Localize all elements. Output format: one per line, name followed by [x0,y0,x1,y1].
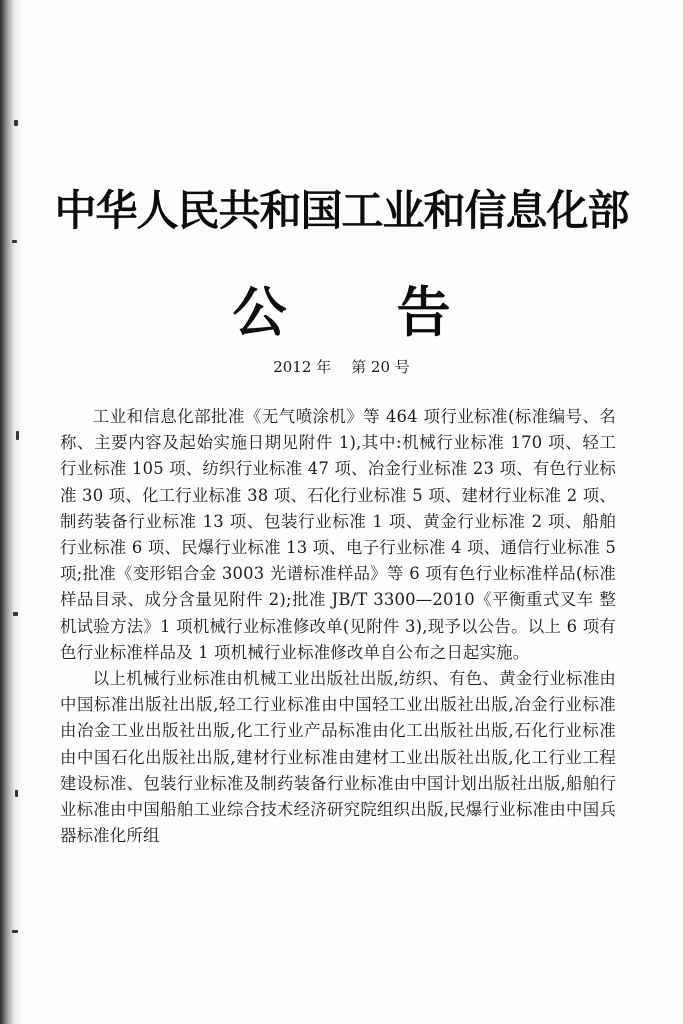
announcement-heading-left: 公 [232,281,287,344]
issue-line [0,356,683,377]
body-paragraph: 以上机械行业标准由机械工业出版社出版,纺织、有色、黄金行业标准由中国标准出版社出版,轻工行业标准由中国轻工业出版社出版,冶金行业标准由冶金工业出版社出版,化工行业产品标准由化工出版社出版,石化行业标准由中国石化出版社出版,建材行业标准由建材工业出版社出版,化工行业工程建设标准、包装行业标准及制药装备行业标准由中国计划出版社出版,船舶行业标准由中国船舶工业综合技术经济研究院组织出版,民爆行业标准由中国兵器标准化所组 [60,669,616,846]
scan-speck [16,431,19,440]
announcement-body [60,404,616,849]
announcement-heading-right: 告 [396,281,451,344]
document-title: 中华人民共和国工业和信息化部 [54,186,629,235]
issue-number: 第 20 号 [351,358,410,376]
scan-speck [14,120,18,126]
body-paragraph: 工业和信息化部批准《无气喷涂机》等 464 项行业标准(标准编号、名称、主要内容及起始实施日期见附件 1),其中:机械行业标准 170 项、轻工行业标准 105 项、纺织行业标准 47 项、冶金行业标准 23 项、有色行业标准 30 项、化工行业标准 38 项、石化行业标准 5 项、建材行业标准 2 项、制药装备行业标准 13 项、包装行业标准 1 项、黄金行业标准 2 项、船舶行业标准 6 项、民爆行业标准 13 项、电子行业标准 4 项、通信行业标准 5 项;批准《变形铝合金 3003 光谱标准样品》等 6 项有色行业标准样品(标准样品目录、成分含量见附件 2);批准 JB/T 3300—2010《平衡重式叉车 整机试验方法》1 项机械行业标准修改单(见附件 3),现予以公告。以上 6 项有色行业标准样品及 1 项机械行业标准修改单自公布之日起实施。 [60,407,616,662]
scan-speck [12,930,18,933]
scan-speck [13,612,18,616]
scan-edge-shadow [0,0,22,1024]
issue-year: 2012 年 [273,358,332,376]
announcement-heading [0,270,683,347]
scan-speck [12,240,17,243]
scan-speck [15,790,18,797]
